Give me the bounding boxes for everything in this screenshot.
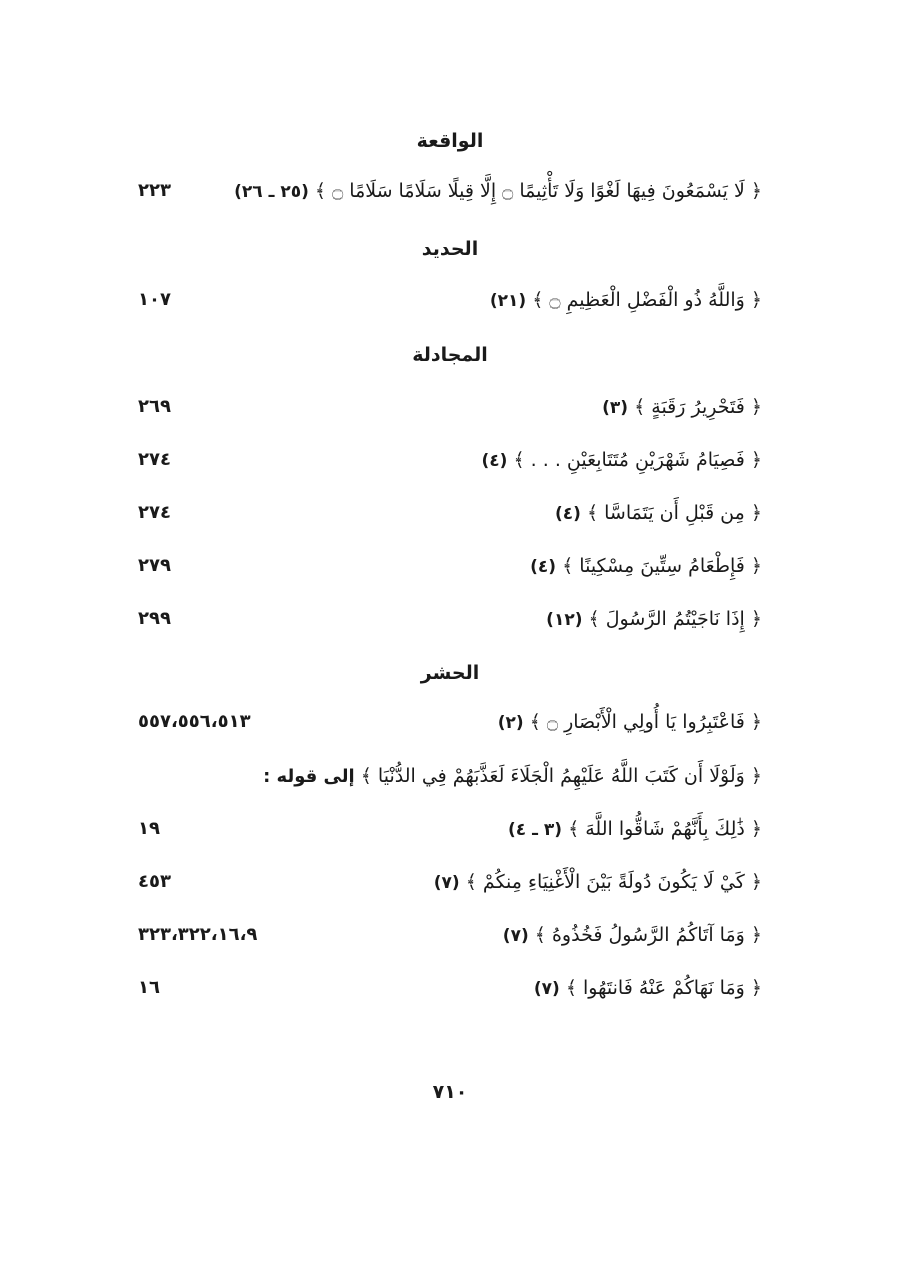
section-heading-waqia: الواقعة (416, 130, 484, 152)
section-heading-hadid: الحديد (421, 238, 479, 260)
page-references: ٢٧٤ (138, 449, 171, 470)
page-number: ٧١٠ (432, 1081, 468, 1103)
verse-reference: (٢) (497, 713, 524, 733)
verse-text: ﴿ لَا يَسْمَعُونَ فِيهَا لَغْوًا وَلَا تَأْثِيمًا ۝ إِلَّا قِيلًا سَلَامًا سَلَامًا ۝ ﴾ (314, 180, 762, 202)
section-heading-hashr: الحشر (420, 662, 480, 684)
verse-reference: (٧) (433, 873, 460, 893)
verse-reference: (١٢) (546, 610, 583, 630)
verse-text: ﴿ مِن قَبْلِ أَن يَتَمَاسَّا ﴾ (586, 502, 762, 524)
page-references: ٢٧٩ (138, 555, 171, 576)
verse-text: ﴿ فَإِطْعَامُ سِتِّينَ مِسْكِينًا ﴾ (562, 555, 762, 577)
continuation-note: إلى قوله : (263, 766, 355, 787)
verse-text: ﴿ وَاللَّهُ ذُو الْفَضْلِ الْعَظِيمِ ۝ ﴾ (532, 289, 762, 311)
verse-reference: (٧) (533, 979, 560, 999)
verse-reference: (٧) (502, 926, 529, 946)
verse-text: ﴿ وَمَا آتَاكُمُ الرَّسُولُ فَخُذُوهُ ﴾ (534, 924, 762, 946)
page-references: ١٩ (138, 818, 160, 839)
page-references: ٣٢٣،٣٢٢،١٦،٩ (138, 924, 258, 945)
page-references: ٢٩٩ (138, 608, 171, 629)
verse-reference: (٣) (602, 398, 629, 418)
verse-text: ﴿ وَلَوْلَا أَن كَتَبَ اللَّهُ عَلَيْهِمُ الْجَلَاءَ لَعَذَّبَهُمْ فِي الدُّنْيَا ﴾ (360, 765, 762, 787)
page-references: ٢٦٩ (138, 396, 171, 417)
verse-entry (142, 759, 762, 794)
verse-reference: (٢٥ ـ ٢٦) (234, 182, 309, 202)
verse-reference: (٣ ـ ٤) (508, 820, 563, 840)
page-references: ٢٧٤ (138, 502, 171, 523)
verse-text: ﴿ فَتَحْرِيرُ رَقَبَةٍ ﴾ (634, 396, 762, 418)
verse-text: ﴿ ذَٰلِكَ بِأَنَّهُمْ شَاقُّوا اللَّهَ ﴾ (568, 818, 762, 840)
page-references: ٢٢٣ (138, 180, 171, 201)
verse-reference: (٤) (481, 451, 508, 471)
page-references: ٥٥٧،٥٥٦،٥١٣ (138, 711, 251, 732)
verse-text: ﴿ فَصِيَامُ شَهْرَيْنِ مُتَتَابِعَيْنِ . . . ﴾ (513, 449, 762, 471)
section-heading-mujadila: المجادلة (412, 344, 488, 366)
page-references: ١٦ (138, 977, 160, 998)
verse-reference: (٤) (530, 557, 557, 577)
page-references: ١٠٧ (138, 289, 171, 310)
verse-reference: (٢١) (489, 291, 527, 311)
page-references: ٤٥٣ (138, 871, 171, 892)
verse-text: ﴿ إِذَا نَاجَيْتُمُ الرَّسُولَ ﴾ (588, 608, 762, 630)
verse-text: ﴿ وَمَا نَهَاكُمْ عَنْهُ فَانتَهُوا ﴾ (565, 977, 762, 999)
verse-text: ﴿ كَيْ لَا يَكُونَ دُولَةً بَيْنَ الْأَغْنِيَاءِ مِنكُمْ ﴾ (465, 871, 762, 893)
verse-text: ﴿ فَاعْتَبِرُوا يَا أُولِي الْأَبْصَارِ ۝ ﴾ (529, 711, 762, 733)
verse-reference: (٤) (554, 504, 581, 524)
